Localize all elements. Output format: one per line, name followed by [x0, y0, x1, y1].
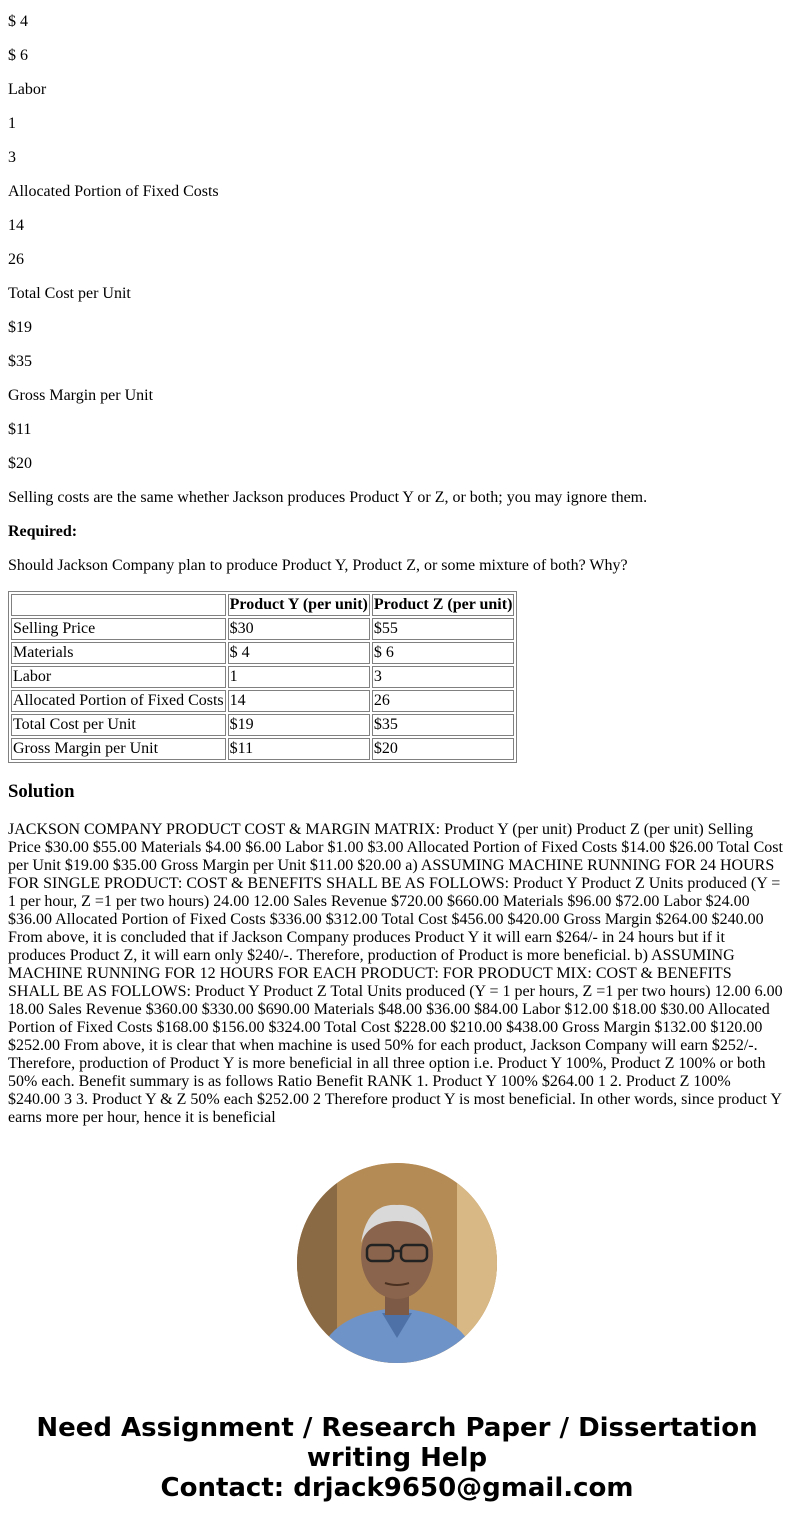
table-row — [11, 618, 514, 640]
table-header: Product Y (per unit) — [228, 594, 370, 616]
text-line: Gross Margin per Unit — [8, 387, 154, 404]
table-cell: 26 — [372, 690, 515, 712]
table-cell: Gross Margin per Unit — [11, 738, 226, 760]
text-line: $35 — [8, 353, 32, 370]
table-cell: $35 — [372, 714, 515, 736]
solution-text: JACKSON COMPANY PRODUCT COST & MARGIN MATRIX: Product Y (per unit) Product Z (per unit) Selling Price $30.00 $55.00 Materials $4.00 $6.00 Labor $1.00 $3.00 Allocated Portion of Fixed Costs $14.00 $26.00 Total Cost per Unit $19.00 $35.00 Gross Margin per Unit $11.00 $20.00 a) ASSUMING MACHINE RUNNING FOR 24 HOURS FOR SINGLE PRODUCT: COST & BENEFITS SHALL BE AS FOLLOWS: Product Y Product Z Units produced (Y = 1 per hour, Z =1 per two hours) 24.00 12.00 Sales Revenue $720.00 $660.00 Materials $96.00 $72.00 Labor $24.00 $36.00 Allocated Portion of Fixed Costs $336.00 $312.00 Total Cost $456.00 $420.00 Gross Margin $264.00 $240.00 From above, it is concluded that if Jackson Company produces Product Y it will earn $264/- in 24 hours but if it produces Product Z, it will earn only $240/-. Therefore, production of Product is more beneficial. b) ASSUMING MACHINE RUNNING FOR 12 HOURS FOR EACH PRODUCT: FOR PRODUCT MIX: COST & BENEFITS SHALL BE AS FOLLOWS: Product Y Product Z Total Units produced (Y = 1 per hours, Z =1 per two hours) 12.00 6.00 18.00 Sales Revenue $360.00 $330.00 $690.00 Materials $48.00 $36.00 $84.00 Labor $12.00 $18.00 $30.00 Allocated Portion of Fixed Costs $168.00 $156.00 $324.00 Total Cost $228.00 $210.00 $438.00 Gross Margin $132.00 $120.00 $252.00 From above, it is clear that when machine is used 50% for each product, Jackson Company will earn $252/-. Therefore, production of Product Y is more beneficial in all three option i.e. Product Y 100%, Product Z 100% or both 50% each. Benefit summary is as follows Ratio Benefit RANK 1. Product Y 100% $264.00 1 2. Product Z 100% $240.00 3 3. Product Y & Z 50% each $252.00 2 Therefore product Y is most beneficial. In other words, since product Y earns more per hour, hence it is beneficial — [8, 821, 783, 1126]
table-cell: 3 — [372, 666, 515, 688]
table-cell: $19 — [228, 714, 370, 736]
footer-help-text: Need Assignment / Research Paper / Dissertation writing Help — [36, 1413, 758, 1473]
text-line: Total Cost per Unit — [8, 285, 131, 302]
text-line: 14 — [8, 217, 24, 234]
table-cell: $11 — [228, 738, 370, 760]
table-cell: $30 — [228, 618, 370, 640]
table-cell: $20 — [372, 738, 515, 760]
table-cell: $ 6 — [372, 642, 515, 664]
text-line: $ 6 — [8, 47, 28, 64]
table-row — [11, 714, 514, 736]
table-cell: $ 4 — [228, 642, 370, 664]
text-line: Labor — [8, 81, 47, 98]
text-line: 1 — [8, 115, 16, 132]
author-avatar — [297, 1163, 497, 1363]
table-cell: 14 — [228, 690, 370, 712]
table-cell: Allocated Portion of Fixed Costs — [11, 690, 226, 712]
selling-costs-note: Selling costs are the same whether Jackson produces Product Y or Z, or both; you may ignore them. — [8, 489, 648, 506]
person-photo-icon — [297, 1163, 497, 1363]
table-row — [11, 690, 514, 712]
table-row — [11, 738, 514, 760]
table-cell: Labor — [11, 666, 226, 688]
table-row — [11, 666, 514, 688]
text-line: $20 — [8, 455, 32, 472]
page-content — [0, 13, 794, 1127]
table-cell: $55 — [372, 618, 515, 640]
question: Should Jackson Company plan to produce Product Y, Product Z, or some mixture of both? Why? — [8, 557, 628, 574]
table-cell: 1 — [228, 666, 370, 688]
footer-contact-text: Contact: drjack9650@gmail.com — [160, 1473, 634, 1503]
table-cell: Selling Price — [11, 618, 226, 640]
table-cell: Total Cost per Unit — [11, 714, 226, 736]
text-line: $11 — [8, 421, 32, 438]
text-line: Allocated Portion of Fixed Costs — [8, 183, 219, 200]
table-cell: Materials — [11, 642, 226, 664]
text-line: $ 4 — [8, 13, 28, 30]
table-header — [11, 594, 226, 616]
contact-footer — [0, 1413, 794, 1503]
text-line: 3 — [8, 149, 16, 166]
table-header: Product Z (per unit) — [372, 594, 515, 616]
required-label: Required: — [8, 523, 78, 540]
text-line: $19 — [8, 319, 32, 336]
table-header-row — [11, 594, 514, 616]
solution-heading: Solution — [8, 781, 75, 802]
table-row — [11, 642, 514, 664]
cost-table — [8, 591, 517, 763]
text-line: 26 — [8, 251, 24, 268]
